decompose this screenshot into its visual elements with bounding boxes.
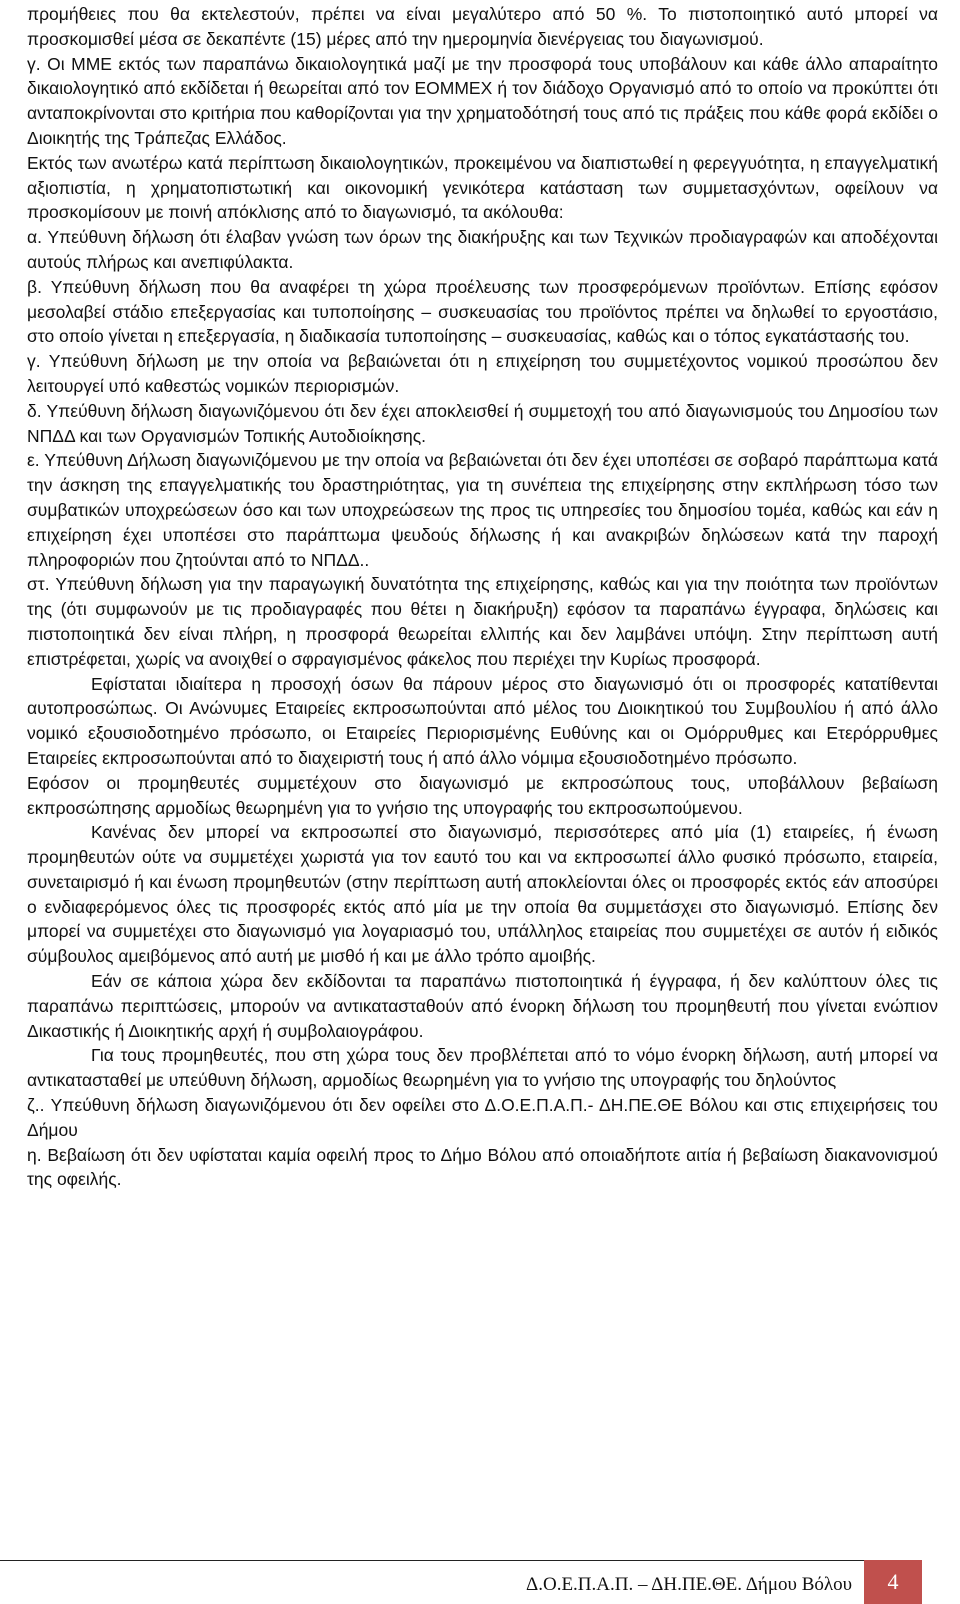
list-item-i: η. Βεβαίωση ότι δεν υφίσταται καμία οφειλή προς το Δήμο Βόλου από οποιαδήποτε αιτία ή βεβαίωση διακανονισμού της οφειλής. (27, 1144, 938, 1190)
list-item-a: α. Υπεύθυνη δήλωση ότι έλαβαν γνώση των όρων της διακήρυξης και των Τεχνικών προδιαγραφών και αποδέχονται αυτούς πλήρως και ανεπιφύλακτα. (27, 227, 938, 272)
footer-divider (0, 1560, 864, 1561)
paragraph-personal-submission: Εφίσταται ιδιαίτερα η προσοχή όσων θα πάρουν μέρος στο διαγωνισμό ότι οι προσφορές κατατίθενται αυτοπροσώπως. Οι Ανώνυμες Εταιρείες εκπροσωπούνται από μέλος του Διοικητικού του Συμβουλίου ή από άλλο νομικό εξουσιοδοτημένο πρόσωπο, οι Εταιρείες Περιορισμένης Ευθύνης και οι Ομόρρυθμες και Ετερόρρυθμες Εταιρείες εκπροσωπούνται από το διαχειριστή τους ή από άλλο νόμιμα εξουσιοδοτημένο πρόσωπο. (27, 673, 938, 768)
list-item-d: δ. Υπεύθυνη δήλωση διαγωνιζόμενου ότι δεν έχει αποκλεισθεί ή συμμετοχή του από διαγωνισμούς του Δημοσίου των ΝΠΔΔ και των Οργανισμών Τοπικής Αυτοδιοίκησης. (27, 400, 938, 446)
footer-organization: Δ.Ο.Ε.Π.Α.Π. – ΔΗ.ΠΕ.ΘΕ. Δήμου Βόλου (526, 1574, 852, 1595)
paragraph-item-g-sme: γ. Οι ΜΜΕ εκτός των παραπάνω δικαιολογητικά μαζί με την προσφορά τους υποβάλουν και κάθε άλλο απαραίτητο δικαιολογητικό από εκδίδεται ή θεωρείται από τον ΕΟΜΜΕΧ ή τον διάδοχο Οργανισμό από το οποίο να προκύπτει ότι ανταποκρίνονται στο κριτήρια που καθορίζονται για την χρηματοδότησή τους από τις πράξεις που κάθε φορά εκδίδει ο Διοικητής της Τράπεζας Ελλάδος. (27, 53, 938, 148)
list-item-z: ζ.. Υπεύθυνη δήλωση διαγωνιζόμενου ότι δεν οφείλει στο Δ.Ο.Ε.Π.Α.Π.- ΔΗ.ΠΕ.ΘΕ Βόλου και στις επιχειρήσεις του Δήμου (27, 1095, 938, 1140)
paragraph-representatives: Εφόσον οι προμηθευτές συμμετέχουν στο διαγωνισμό με εκπροσώπους τους, υποβάλλουν βεβαίωση εκπροσώπησης αρμοδίως θεωρημένη για το γνήσιο της υπογραφής του εκπροσωπούμενου. (27, 772, 938, 818)
list-item-st: στ. Υπεύθυνη δήλωση για την παραγωγική δυνατότητα της επιχείρησης, καθώς και για την ποιότητα των προϊόντων της (ότι συμφωνούν με τις προδιαγραφές που θέτει η διακήρυξη) εφόσον τα παραπάνω έγγραφα, δηλώσεις και πιστοποιητικά δεν είναι πλήρη, η προσφορά θεωρείται ελλιπής και δεν λαμβάνει υπόψη. Στην περίπτωση αυτή επιστρέφεται, χωρίς να ανοιχθεί ο σφραγισμένος φάκελος που περιέχει την Κυρίως προσφορά. (27, 574, 938, 669)
page-footer (0, 1560, 960, 1604)
paragraph-single-representation: Κανένας δεν μπορεί να εκπροσωπεί στο διαγωνισμό, περισσότερες από μία (1) εταιρείες, ή ένωση προμηθευτών ούτε να συμμετέχει χωριστά για τον εαυτό του και να εκπροσωπεί άλλο φυσικό πρόσωπο, εταιρεία, συνεταιρισμό ή και ένωση προμηθευτών (στην περίπτωση αυτή αποκλείονται όλες οι προσφορές εκτός εάν αποσύρει ο ενδιαφερόμενος όλες τις προσφορές εκτός από μία με την οποία θα συμμετάσχει στο διαγωνισμό. Επίσης δεν μπορεί να συμμετέχει στο διαγωνισμό για λογαριασμό του, υπάλληλος εταιρείας που συμμετέχει σε αυτόν ή ειδικός σύμβουλος αμειβόμενος από αυτή με μισθό ή και με άλλο τρόπο αμοιβής. (27, 822, 938, 967)
paragraph-continuation: προμήθειες που θα εκτελεστούν, πρέπει να είναι μεγαλύτερο από 50 %. Το πιστοποιητικό αυτό μπορεί να προσκομισθεί μέσα σε δεκαπέντε (15) μέρες από την ημερομηνία διενέργειας του διαγωνισμού. (27, 4, 938, 49)
paragraph-sworn-statement: Εάν σε κάποια χώρα δεν εκδίδονται τα παραπάνω πιστοποιητικά ή έγγραφα, ή δεν καλύπτουν όλες τις παραπάνω περιπτώσεις, μπορούν να αντικατασταθούν από ένορκη δήλωση του προμηθευτή που γίνεται ενώπιον Δικαστικής ή Διοικητικής αρχή ή συμβολαιογράφου. (27, 971, 938, 1041)
document-body (27, 2, 938, 1192)
list-item-e: ε. Υπεύθυνη Δήλωση διαγωνιζόμενου με την οποία να βεβαιώνεται ότι δεν έχει υποπέσει σε σοβαρό παράπτωμα κατά την άσκηση της επαγγελματικής του δραστηριότητας, για τη συνέπεια της επιχείρησης στην εκπλήρωση τόσο των συμβατικών υποχρεώσεων όσο και των υποχρεώσεων της προς τις υπηρεσίες του δημοσίου τομέα, καθώς και εάν η επιχείρηση έχει υποπέσει στο παράπτωμα ψευδούς δήλωσης ή και ανακριβών δηλώσεων κατά την παροχή πληροφοριών που ζητούνται από το ΝΠΔΔ.. (27, 450, 938, 570)
page-number-badge: 4 (864, 1560, 922, 1604)
paragraph-responsible-declaration: Για τους προμηθευτές, που στη χώρα τους δεν προβλέπεται από το νόμο ένορκη δήλωση, αυτή μπορεί να αντικατασταθεί με υπεύθυνη δήλωση, αρμοδίως θεωρημένη για το γνήσιο της υπογραφής του δηλούντος (27, 1045, 938, 1091)
list-item-g: γ. Υπεύθυνη δήλωση με την οποία να βεβαιώνεται ότι η επιχείρηση του συμμετέχοντος νομικού προσώπου δεν λειτουργεί υπό καθεστώς νομικών περιορισμών. (27, 351, 938, 396)
paragraph-additional-documents: Εκτός των ανωτέρω κατά περίπτωση δικαιολογητικών, προκειμένου να διαπιστωθεί η φερεγγυότητα, η επαγγελματική αξιοπιστία, η χρηματοπιστωτική και οικονομική γενικότερα κατάσταση των συμμετασχόντων, οφείλουν να προσκομίσουν με ποινή απόκλισης από το διαγωνισμό, τα ακόλουθα: (27, 152, 938, 223)
list-item-b: β. Υπεύθυνη δήλωση που θα αναφέρει τη χώρα προέλευσης των προσφερόμενων προϊόντων. Επίσης εφόσον μεσολαβεί στάδιο επεξεργασίας και τυποποίησης – συσκευασίας του προϊόντος πρέπει να δηλωθεί το εργοστάσιο, στο οποίο γίνεται η επεξεργασία, η διαδικασία τυποποίησης – συσκευασίας, καθώς και ο τόπος εγκατάστασής του. (27, 276, 938, 347)
